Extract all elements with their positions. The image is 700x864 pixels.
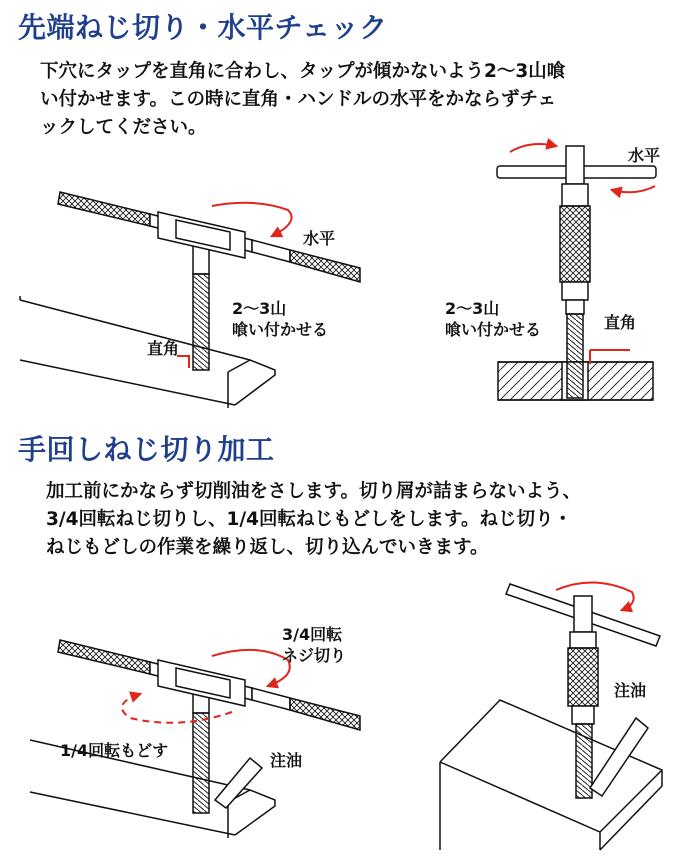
fig1-left-bite-label-line2: 喰い付かせる [232, 320, 329, 339]
section2-body-line1: 加工前にかならず切削油をさします。切り屑が詰まらないよう、 [46, 481, 582, 502]
fig1-right-bite-label-line2: 喰い付かせる [445, 320, 542, 339]
fig2-right-tap [576, 724, 592, 798]
fig2-right-workpiece [440, 700, 662, 850]
section2-body [46, 478, 581, 562]
fig2-left-forward-label-line1: 3/4回転 [282, 625, 343, 644]
section1-title: 先端ねじ切り・水平チェック [18, 11, 388, 44]
fig1-left-right-angle-label: 直角 [147, 339, 180, 358]
section2-title: 手回しねじ切り加工 [18, 433, 275, 466]
fig2-left-forward-label [282, 624, 346, 666]
section2-body-line2: 3/4回転ねじ切りし、1/4回転ねじもどしをします。ねじ切り・ [46, 509, 573, 530]
fig1-right-right-angle-label: 直角 [604, 313, 637, 332]
fig1-left-horizontal-label: 水平 [303, 229, 336, 248]
fig2-left-reverse-label: 1/4回転もどす [60, 741, 169, 760]
fig1-left-tap [193, 238, 209, 370]
fig1-right-horizontal-label: 水平 [628, 146, 661, 165]
fig2-right-oil-label: 注油 [614, 681, 647, 700]
fig1-left-bite-label-line1: 2〜3山 [232, 299, 287, 318]
section1-body-line3: ックしてください。 [40, 117, 207, 138]
fig2-left-oil-label: 注油 [270, 751, 303, 770]
section2-body-line3: ねじもどしの作業を繰り返し、切り込んでいきます。 [46, 537, 489, 558]
fig1-right-wrench [497, 146, 656, 314]
fig1-right-bite-label [445, 298, 541, 340]
fig2-right-wrench [506, 584, 660, 724]
section1-body-line1: 下穴にタップを直角に合わし、タップが傾かないよう2〜3山喰 [40, 61, 566, 82]
fig1-right-tap [567, 314, 583, 398]
section1-body-line2: い付かせます。この時に直角・ハンドルの水平をかならずチェ [40, 89, 556, 110]
fig2-left-forward-label-line2: ネジ切り [282, 646, 347, 665]
fig1-right-bite-label-line1: 2〜3山 [445, 299, 500, 318]
fig1-left-bite-label [232, 298, 328, 340]
